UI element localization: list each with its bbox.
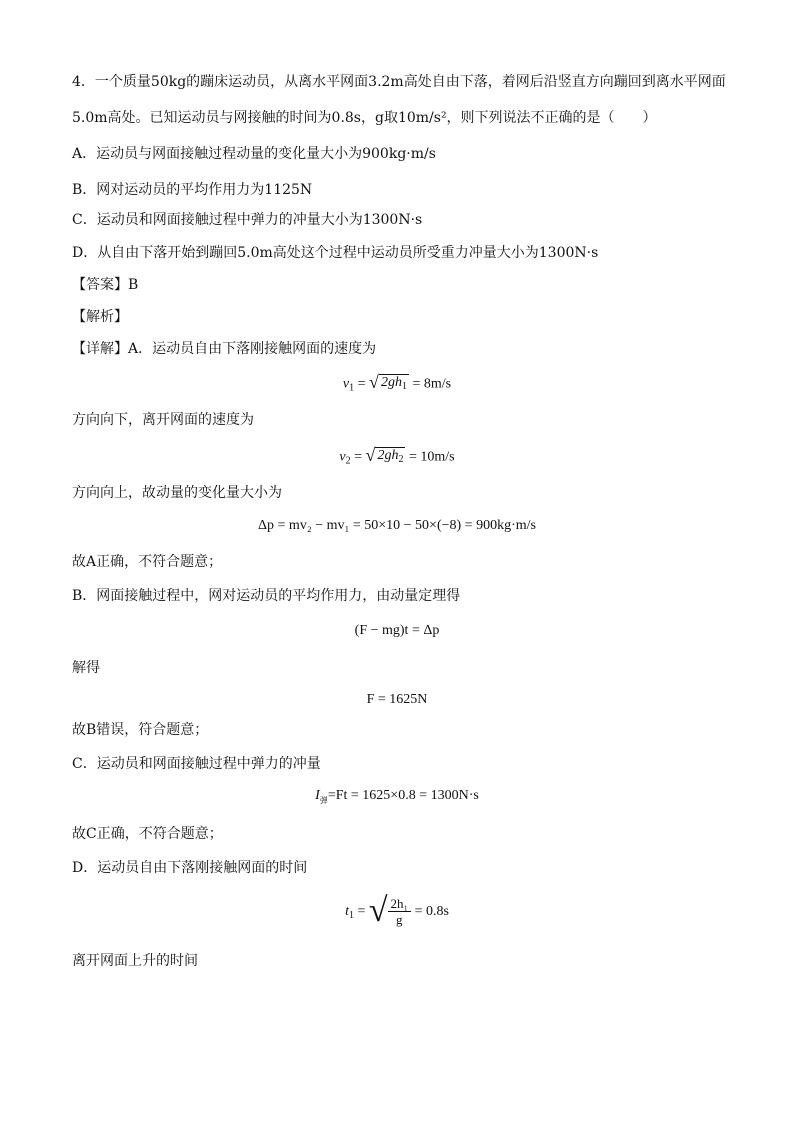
equation-force: F = 1625N — [366, 692, 428, 707]
text-b-intro: B．网面接触过程中，网对运动员的平均作用力，由动量定理得 — [72, 588, 461, 604]
equation-time: $t_1$ = √ $\frac{\text{2h₁}}{g}$ = 0.8s — [345, 892, 449, 929]
option-d: D．从自由下落开始到蹦回5.0m高处这个过程中运动员所受重力冲量大小为1300N·s — [72, 245, 599, 261]
equation-v1: $v_1$ = √ $2gh_1 = 8m/s$ — [342, 372, 452, 394]
detail-intro: 【详解】A．运动员自由下落刚接触网面的速度为 — [72, 341, 377, 357]
option-a: A．运动员与网面接触过程动量的变化量大小为900kg·m/s — [72, 146, 436, 162]
answer-label: 【答案】B — [72, 277, 139, 293]
option-b: B．网对运动员的平均作用力为1125N — [72, 182, 313, 198]
question-stem-line-1: 4．一个质量50kg的蹦床运动员，从离水平网面3.2m高处自由下落，着网后沿竖直方向蹦回到离水平网面 — [72, 74, 726, 90]
equation-v2: $v_2$ = √ $2gh_2 = 10m/s$ — [339, 445, 455, 467]
question-stem-line-2: 5.0m高处。已知运动员与网接触的时间为0.8s，g取10m/s²，则下列说法不正确的是（ ） — [72, 110, 657, 126]
text-d-intro: D．运动员自由下落刚接触网面的时间 — [72, 860, 308, 876]
text-rise-time: 离开网面上升的时间 — [72, 953, 198, 969]
conclusion-c: 故C正确，不符合题意； — [72, 826, 223, 842]
conclusion-a: 故A正确，不符合题意； — [72, 554, 223, 570]
text-direction-up: 方向向上，故动量的变化量大小为 — [72, 485, 282, 501]
conclusion-b: 故B错误，符合题意； — [72, 722, 209, 738]
text-c-intro: C．运动员和网面接触过程中弹力的冲量 — [72, 756, 321, 772]
equation-momentum-theorem: (F − mg)t = Δp — [354, 623, 440, 638]
text-solve: 解得 — [72, 660, 100, 676]
equation-impulse: $I_弹=Ft = 1625\times 0.8 = 1300N\cdot s$ — [315, 788, 479, 805]
option-c: C．运动员和网面接触过程中弹力的冲量大小为1300N·s — [72, 212, 423, 228]
equation-momentum-change: Δp = mv₂ − mv₁ = 50×10 − 50×(−8) = 900kg·m/s — [258, 518, 536, 533]
analysis-label: 【解析】 — [72, 309, 128, 325]
text-direction-down: 方向向下，离开网面的速度为 — [72, 412, 254, 428]
